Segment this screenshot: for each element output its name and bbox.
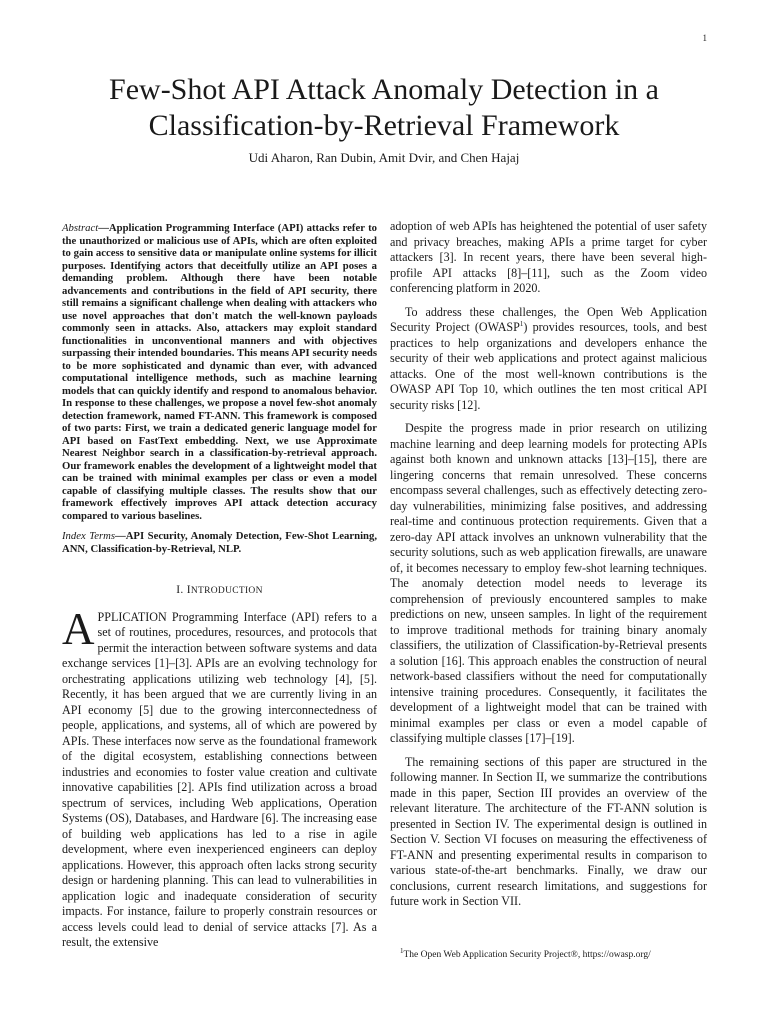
author-list: Udi Aharon, Ran Dubin, Amit Dvir, and Chen Hajaj (248, 150, 520, 165)
drop-cap: A (62, 603, 95, 654)
page-number: 1 (702, 33, 707, 43)
index-terms (62, 530, 377, 555)
intro-paragraph (62, 603, 377, 951)
footnote-ref: 1 (519, 319, 524, 328)
paragraph-challenges: Despite the progress made in prior research on utilizing machine learning and deep learning models for protecting APIs against both known and unknown attacks [13]–[15], there are lingering concerns that remain unresolved. These concerns encompass several challenges, such as effectively detecting zero-day vulnerabilities, minimizing false positives, and addressing real-time and continuous protection requirements. Given that a zero-day API attack involves an unknown vulnerability that the security solutions, such as web application firewalls, are unaware of, it becomes necessary to employ few-shot learning techniques. The anomaly detection model needs to leverage its comprehension of previously encountered samples to make predictions on new, unseen samples. In light of the requirement to improve traditional methods for training binary anomaly classifiers, the utilization of Classification-by-Retrieval presents a solution [16]. This approach enables the construction of neural network-based classifiers without the need for computationally intensive training procedures. Consequently, it facilitates the development of a lightweight model that can be trained with minimal examples per class or even a model capable of classifying multiple classes [17]–[19]. (390, 421, 707, 745)
footnote-mark: 1 (400, 946, 404, 955)
paragraph-owasp (390, 305, 707, 414)
title-line-2: Classification-by-Retrieval Framework (148, 109, 620, 142)
section-title: NTRODUCTION (190, 586, 263, 596)
intro-paragraph-text: PPLICATION Programming Interface (API) refers to a set of routines, procedures, resources, and protocols that permit the interaction between software systems and data exchange services [1]–[3]. APIs are an evolving technology for orchestrating applications utilizing web technology [4], [5]. Recently, it has been argued that we are currently living in an API economy [5] due to the growing interconnectedness of people, applications, and systems, all of which are powered by APIs. These interfaces now serve as the foundational framework of the digital ecosystem, establishing connections between industries and economies to foster value creation and cultivate innovative capabilities [2]. APIs find utilization across a broad spectrum of services, including Web applications, Operation Systems (OS), Databases, and Hardware [6]. The increasing ease of building web applications has led to a rise in agile development, where even inexperienced engineers can deploy applications. However, this approach often lacks strong security design or hardening planning. This can lead to vulnerabilities in application logic and inadequate consideration of security impacts. For instance, failure to properly constrain resources or access levels could lead to denial of service attacks [7]. As a result, the extensive (62, 609, 377, 949)
index-terms-text: —API Security, Anomaly Detection, Few-Shot Learning, ANN, Classification-by-Retrieval, NLP. (62, 530, 377, 555)
title-line-1: Few-Shot API Attack Anomaly Detection in a (109, 73, 659, 106)
abstract-label: Abstract (62, 222, 99, 234)
left-column (62, 219, 377, 951)
abstract (62, 222, 377, 522)
footnote-text: The Open Web Application Security Project®, https://owasp.org/ (403, 950, 651, 960)
paper-title (40, 72, 728, 144)
section-heading-introduction (62, 583, 377, 600)
index-terms-label: Index Terms (62, 530, 116, 542)
right-column (390, 219, 707, 910)
footnote (400, 946, 651, 960)
paragraph-continuation: adoption of web APIs has heightened the potential of user safety and privacy breaches, making APIs a prime target for cyber attackers [3]. In recent years, there have been several high-profile API attacks [8]–[11], such as the Zoom video conferencing platform in 2020. (390, 219, 707, 295)
paragraph-owasp-text-b: ) provides resources, tools, and best practices to help organizations and developers enhance the security of their web applications and protect against malicious attacks. One of the most well-known contributions is the OWASP API Top 10, which outlines the ten most critical API security risks [12]. (390, 320, 707, 412)
paragraph-owasp-text-a: To address these challenges, the Open Web Application Security Project (OWASP (390, 304, 707, 334)
section-number: I. I (176, 584, 191, 596)
paragraph-structure: The remaining sections of this paper are structured in the following manner. In Section II, we summarize the contributions made in this paper, Section III provides an overview of the relevant literature. The architecture of the FT-ANN solution is presented in Section IV. The experimental design is outlined in Section V. Section VI focuses on measuring the effectiveness of FT-ANN and presenting experimental results in comparison to various state-of-the-art benchmarks. Finally, we draw our conclusions, current research limitations, and suggestions for future work in Section VII. (390, 754, 707, 908)
abstract-text: —Application Programming Interface (API) attacks refer to the unauthorized or malicious use of APIs, which are often exploited to gain access to sensitive data or manipulate online systems for illicit purposes. Identifying actors that deceitfully utilize an API poses a demanding problem. Although there have been notable advancements and contributions in the field of API security, there still remains a significant challenge when dealing with attackers who use novel approaches that don't match the well-known payloads commonly seen in attacks. Also, attackers may exploit standard functionalities in unconventional manners and with objectives surpassing their intended boundaries. This means API security needs to be more sophisticated and dynamic than ever, with advanced computational intelligence methods, such as machine learning models that can quickly identify and respond to anomalous behavior. In response to these challenges, we propose a novel few-shot anomaly detection framework, named FT-ANN. This framework is composed of two parts: First, we train a dedicated generic language model for API based on FastText embedding. Next, we use Approximate Nearest Neighbor search in a classification-by-retrieval approach. Our framework enables the development of a lightweight model that can be trained with minimal examples per class or even a model capable of classifying multiple classes. The results show that our framework effectively improves API attack detection accuracy compared to various baselines. (62, 222, 377, 522)
